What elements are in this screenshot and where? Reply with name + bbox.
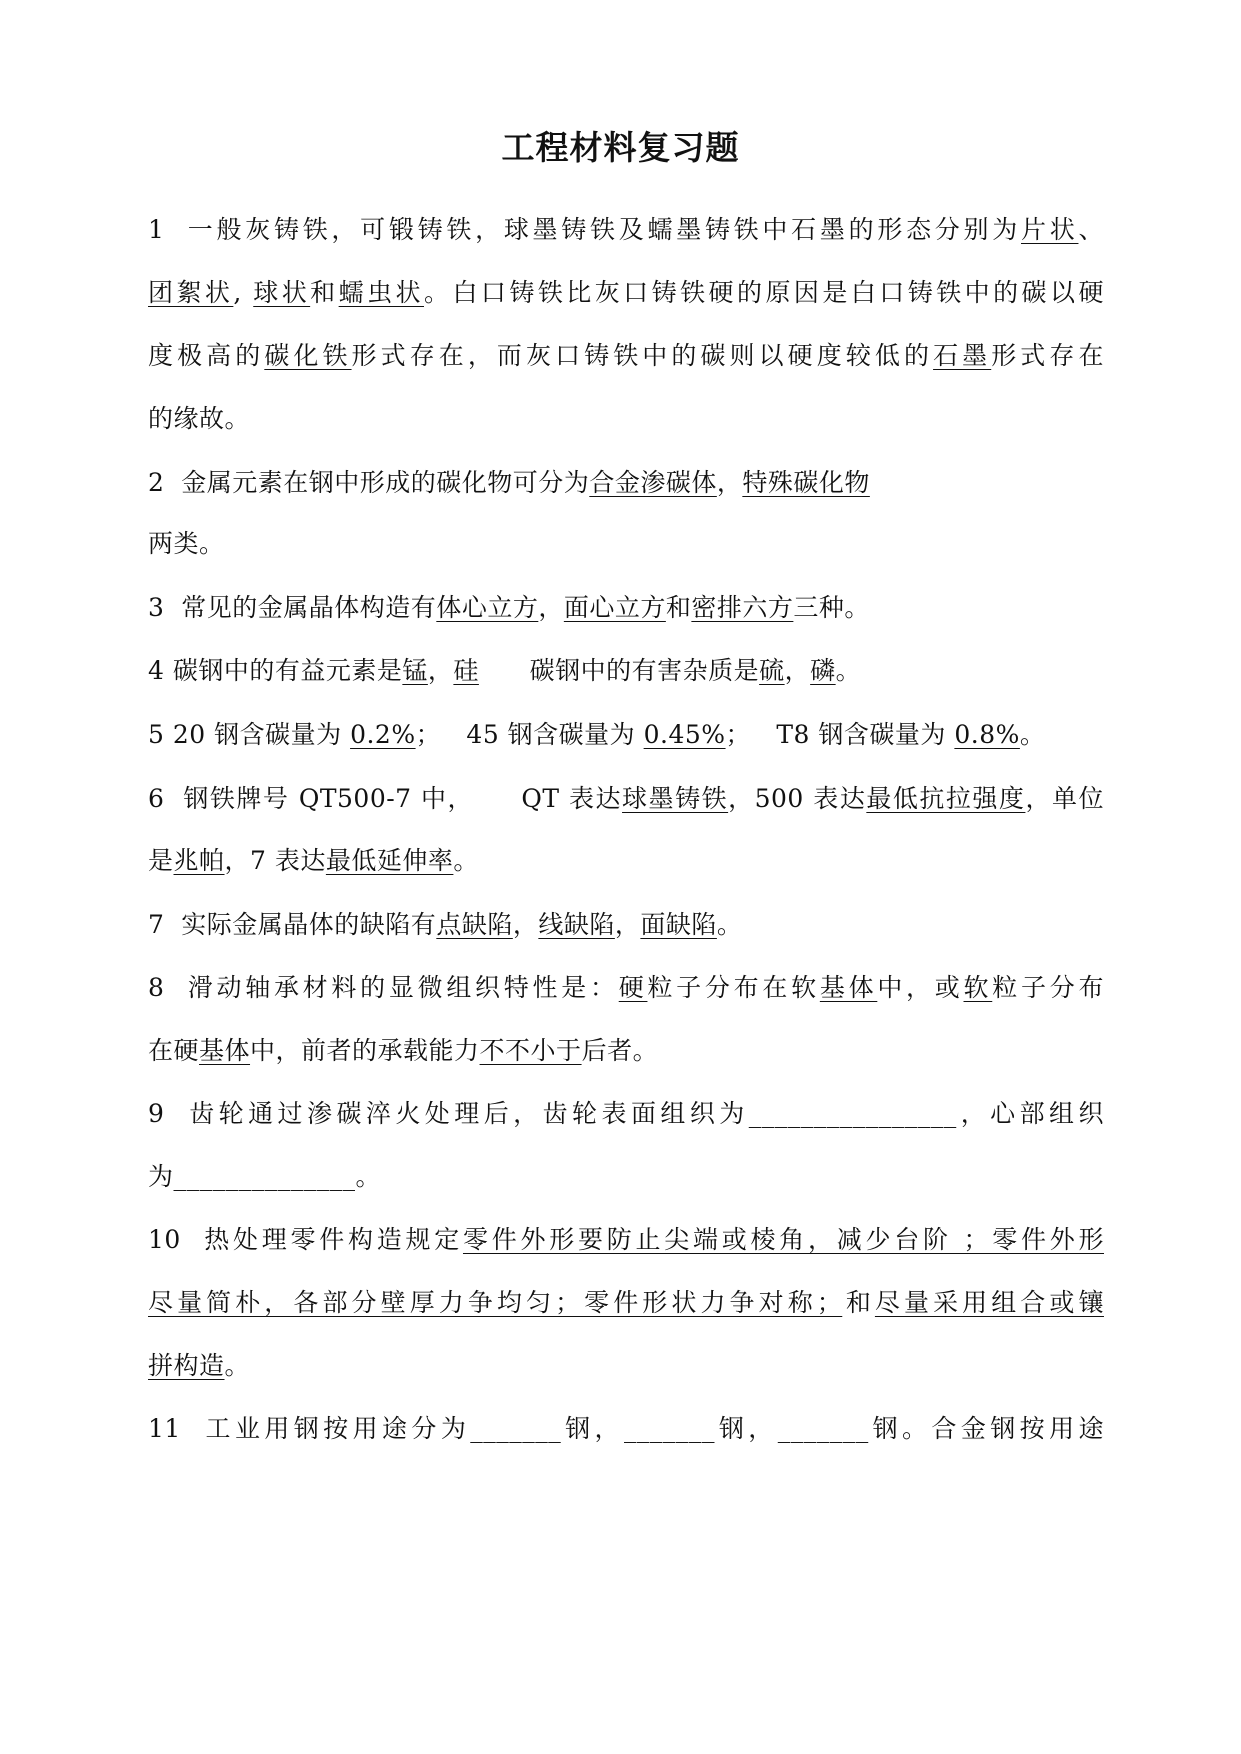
answer-text: 尽量简朴，各部分壁厚力争均匀；零件形状力争对称； [148,1288,843,1317]
answer-text: 片状 [1021,215,1079,244]
text-line [148,1159,381,1195]
question-text: 是 [148,846,174,875]
question-text: 。 [1019,720,1046,749]
question-text: 和 [842,1288,875,1317]
question-text: ， [427,656,454,685]
answer-text: 球墨铸铁 [622,784,729,813]
question-text: 和 [310,278,339,307]
answer-text: 基体 [819,973,878,1002]
question-text: 。白口铸铁比灰口铸铁硬的原因是白口铸铁中的碳以硬 [424,278,1104,307]
answer-text: 密排六方 [691,593,794,622]
answer-text: 线缺陷 [538,910,615,939]
question-text: 中，前者的承载能力 [250,1036,480,1065]
text-line [148,1033,658,1069]
text-line [148,526,225,562]
question-text: 2 金属元素在钢中形成的碳化物可分为 [148,468,590,497]
text-line [148,1096,1104,1132]
question-text: 度极高的 [148,341,265,370]
text-line [148,1285,1104,1321]
text-line [148,338,1104,374]
text-line [148,653,861,689]
answer-text: 团絮状 [148,278,234,307]
question-text: 两类。 [148,529,225,558]
question-text: 9 齿轮通过渗碳淬火处理后，齿轮表面组织为________________，心部组织 [148,1099,1104,1128]
answer-text: 最低延伸率 [325,846,454,875]
answer-text: 最低抗拉强度 [866,784,1026,813]
question-text: 在硬 [148,1036,200,1065]
question-text: 。 [453,846,479,875]
answer-text: 点缺陷 [436,910,513,939]
question-text: 为______________。 [148,1162,382,1191]
text-line [148,1411,1104,1447]
text-line [148,781,1104,817]
question-text: 、 [1078,215,1104,244]
question-text: 形式存在，而灰口铸铁中的碳则以硬度较低的 [351,341,934,370]
answer-text: 软 [963,973,993,1002]
question-text: 。 [716,910,743,939]
answer-text: 特殊碳化物 [742,468,870,497]
answer-text: 零件外形要防止尖端或棱角，减少台阶 ；零件外形 [462,1225,1104,1254]
answer-text: 合金渗碳体 [589,468,717,497]
answer-text: 蠕虫状 [338,278,424,307]
question-text: ，单位 [1025,784,1104,813]
question-text: 4 碳钢中的有益元素是 [148,656,403,685]
question-text: 。 [224,1351,251,1380]
question-text: 形式存在 [991,341,1104,370]
text-line [148,717,1045,753]
text-line [148,970,1104,1006]
answer-text: 0.8% [954,720,1020,749]
question-text: 10 热处理零件构造规定 [148,1225,463,1254]
answer-text: 不不小于 [479,1036,582,1065]
question-text: 后者。 [581,1036,659,1065]
answer-text: 硅 [453,656,479,685]
text-line [148,465,870,501]
answer-text: 0.2% [350,720,416,749]
text-line [148,275,1104,311]
question-text: 6 钢铁牌号 QT500-7 中， QT 表达 [148,784,623,813]
question-text: ， [716,468,743,497]
question-text: 7 实际金属晶体的缺陷有 [148,910,437,939]
text-line [148,590,870,626]
answer-text: 石墨 [933,341,992,370]
document-title: 工程材料复习题 [501,128,740,167]
text-line [148,907,742,943]
answer-text: 球状 [253,278,311,307]
answer-text: 面心立方 [563,593,666,622]
question-text: 碳钢中的有害杂质是 [478,656,760,685]
answer-text: 面缺陷 [640,910,717,939]
answer-text: 碳化铁 [264,341,352,370]
question-text: , [233,278,254,307]
question-text: ， [614,910,641,939]
text-line [148,1222,1104,1258]
question-text: 三种。 [793,593,870,622]
answer-text: 磷 [810,656,836,685]
question-text: 11 工业用钢按用途分为_______钢，_______钢，_______钢。合金钢按用途 [148,1414,1104,1443]
question-text: ， [512,910,539,939]
answer-text: 硫 [759,656,785,685]
question-text: 8 滑动轴承材料的显微组织特性是： [148,973,619,1002]
question-text: 粒子分布 [992,973,1104,1002]
question-text: ， [538,593,564,622]
answer-text: 体心立方 [436,593,539,622]
answer-text: 硬 [618,973,648,1002]
question-text: 和 [665,593,692,622]
answer-text: 拼构造 [148,1351,225,1380]
question-text: ； 45 钢含碳量为 [415,720,644,749]
answer-text: 尽量采用组合或镶 [874,1288,1104,1317]
question-text: ，500 表达 [728,784,867,813]
question-text: ， [784,656,811,685]
question-text: ，7 表达 [224,846,326,875]
question-text: 中，或 [877,973,964,1002]
question-text: 的缘故。 [148,404,251,433]
answer-text: 锰 [402,656,428,685]
question-text: 3 常见的金属晶体构造有 [148,593,437,622]
answer-text: 0.45% [643,720,726,749]
question-text: 1 一般灰铸铁，可锻铸铁，球墨铸铁及蠕墨铸铁中石墨的形态分别为 [148,215,1021,244]
text-line [148,843,479,879]
answer-text: 基体 [199,1036,251,1065]
question-text: 。 [835,656,862,685]
text-line [148,1348,250,1384]
text-line [148,401,250,437]
question-text: 5 20 钢含碳量为 [148,720,351,749]
question-text: 粒子分布在软 [647,973,820,1002]
answer-text: 兆帕 [173,846,225,875]
text-line [148,212,1104,248]
question-text: ； T8 钢含碳量为 [725,720,955,749]
